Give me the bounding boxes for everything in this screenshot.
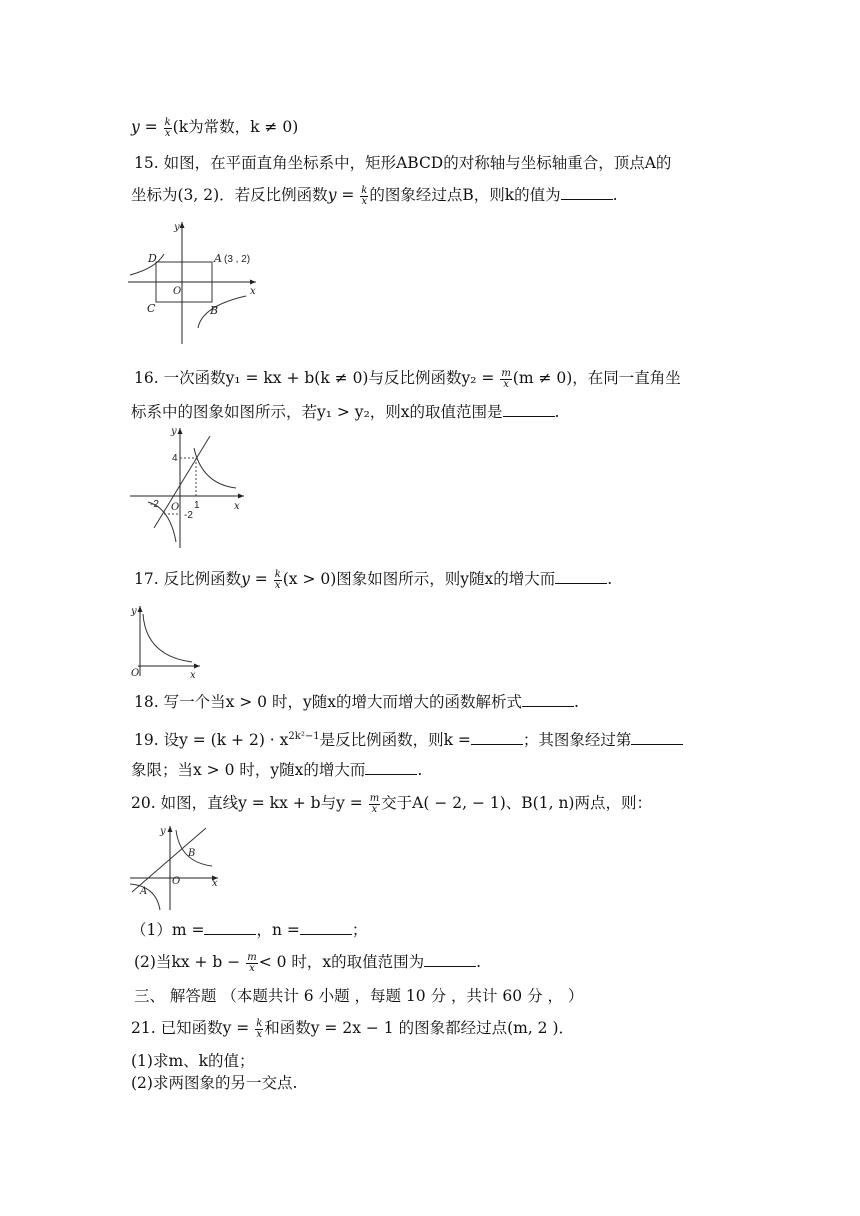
intro-text: (k为常数，k ≠ 0) bbox=[172, 118, 299, 136]
q20-figure bbox=[128, 822, 223, 914]
frac-k-over-x: $\frac{k}{x}$ bbox=[164, 116, 171, 139]
svg-text:x: x bbox=[234, 501, 240, 512]
svg-text:x: x bbox=[212, 878, 218, 889]
q20-part1: （1）m = ，n = ； bbox=[131, 921, 368, 939]
svg-text:B: B bbox=[188, 848, 196, 859]
q15-label-A-coord: (3 , 2) bbox=[224, 254, 251, 265]
q15-label-B: B bbox=[210, 304, 219, 317]
q18-line: 18. 写一个当x > 0 时，y随x的增大而增大的函数解析式 . bbox=[134, 693, 579, 711]
svg-text:x: x bbox=[190, 670, 196, 680]
q21-part2: (2)求两图象的另一交点. bbox=[131, 1074, 298, 1092]
svg-text:A: A bbox=[140, 886, 148, 897]
q15-answer-blank[interactable] bbox=[561, 185, 613, 200]
svg-text:4: 4 bbox=[172, 453, 178, 464]
q21-part1: (1)求m、k的值； bbox=[131, 1052, 255, 1070]
q19-k-blank[interactable] bbox=[471, 730, 523, 745]
q20-m-blank[interactable] bbox=[204, 920, 256, 935]
q18-answer-blank[interactable] bbox=[522, 692, 574, 707]
svg-text:y: y bbox=[160, 826, 166, 837]
q15-line2: 坐标为(3, 2)．若反比例函数y = $\frac{k}{x}$ 的图象经过点B，则k的值为 . bbox=[131, 184, 618, 207]
svg-text:-2: -2 bbox=[150, 499, 159, 510]
q15-label-C: C bbox=[147, 302, 156, 315]
q17-figure bbox=[128, 602, 204, 680]
intro-line bbox=[131, 116, 298, 139]
q19-line1: 19. 设$y = (k + 2) \cdot x^{2k^2-1}$是反比例函数，则k = ；其图象经过第 bbox=[134, 726, 683, 751]
q15-line1: 15. 如图，在平面直角坐标系中，矩形ABCD的对称轴与坐标轴重合，顶点A的 bbox=[134, 154, 672, 172]
svg-text:y: y bbox=[171, 426, 177, 437]
svg-text:-2: -2 bbox=[184, 510, 193, 521]
q15-label-A: A bbox=[214, 252, 222, 265]
intro-y-eq: y = bbox=[131, 118, 158, 136]
q17-line: 17. 反比例函数y = $\frac{k}{x}$ (x > 0)图象如图所示，则y随x的增大而 . bbox=[134, 568, 613, 591]
q19-trend-blank[interactable] bbox=[365, 760, 417, 775]
q16-line1: 16. 一次函数y₁ = kx + b(k ≠ 0)与反比例函数y₂ = $\frac{m}{x}$ (m ≠ 0)，在同一直角坐 bbox=[134, 367, 681, 390]
svg-text:O: O bbox=[131, 668, 140, 679]
q19-quadrant-blank[interactable] bbox=[631, 730, 683, 745]
section-3-heading: 三、 解答题 （本题共计 6 小题 ，每题 10 分 ，共计 60 分 ， ） bbox=[134, 987, 584, 1005]
q15-label-O: O bbox=[173, 286, 182, 297]
q16-answer-blank[interactable] bbox=[503, 402, 555, 417]
svg-text:O: O bbox=[172, 876, 181, 887]
q20-part2: (2)当kx + b − $\frac{m}{x}$ < 0 时，x的取值范围为 . bbox=[134, 951, 482, 974]
q20-n-blank[interactable] bbox=[300, 920, 352, 935]
svg-text:O: O bbox=[171, 502, 180, 513]
q16-line2: 标系中的图象如图所示，若y₁ > y₂，则x的取值范围是 . bbox=[131, 403, 560, 421]
q20-line: 20. 如图，直线y = kx + b与y = $\frac{m}{x}$ 交于A( − 2, − 1)、B(1, n)两点，则： bbox=[131, 792, 652, 815]
q21-line: 21. 已知函数y = $\frac{k}{x}$ 和函数y = 2x − 1 的图象都经过点(m, 2 )． bbox=[131, 1017, 575, 1040]
q17-answer-blank[interactable] bbox=[555, 569, 607, 584]
q15-label-D: D bbox=[148, 252, 157, 265]
svg-text:1: 1 bbox=[194, 500, 200, 511]
q16-figure bbox=[128, 424, 253, 550]
q20-range-blank[interactable] bbox=[424, 952, 476, 967]
q15-figure bbox=[128, 218, 263, 346]
q15-label-x: x bbox=[250, 286, 256, 297]
q19-line2: 象限；当x > 0 时，y随x的增大而 . bbox=[131, 761, 423, 779]
svg-text:y: y bbox=[131, 606, 137, 617]
q15-label-y: y bbox=[174, 222, 180, 233]
